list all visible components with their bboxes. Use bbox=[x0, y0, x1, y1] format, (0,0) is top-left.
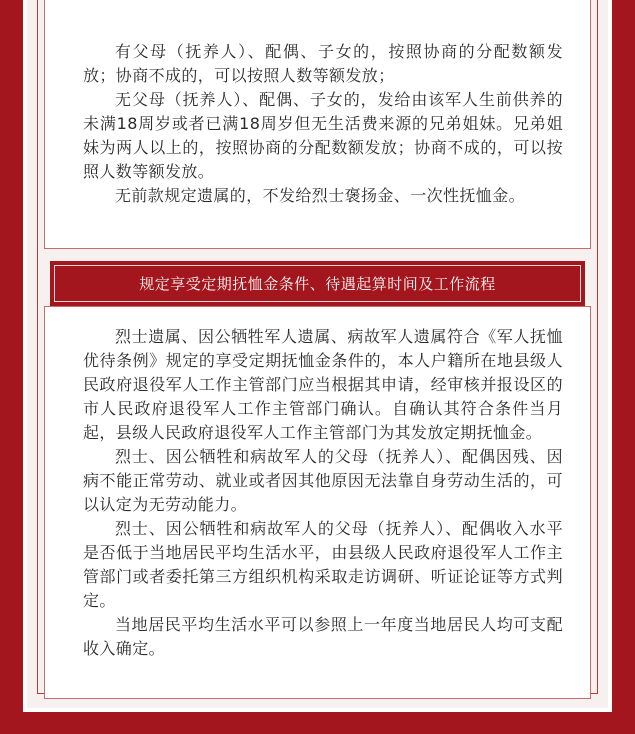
paragraph-incapacity-definition: 烈士、因公牺牲和病故军人的父母（抚养人）、配偶因残、因病不能正常劳动、就业或者因其他原因无法靠自身劳动生活的，可以认定为无劳动能力。 bbox=[83, 447, 563, 514]
paragraph-income-level-assessment: 烈士、因公牺牲和病故军人的父母（抚养人）、配偶收入水平是否低于当地居民平均生活水平，由县级人民政府退役军人工作主管部门或者委托第三方组织机构采取走访调研、听证论证等方式判定。 bbox=[83, 519, 563, 610]
section-heading: 规定享受定期抚恤金条件、待遇起算时间及工作流程 bbox=[139, 275, 496, 293]
section-heading-frame bbox=[54, 265, 581, 302]
paragraph-parents-spouse-children: 有父母（抚养人）、配偶、子女的，按照协商的分配数额发放；协商不成的，可以按照人数等额发放； bbox=[83, 42, 563, 85]
top-content-card bbox=[44, 0, 591, 249]
paragraph-regular-pension-eligibility: 烈士遗属、因公牺牲军人遗属、病故军人遗属符合《军人抚恤优待条例》规定的享受定期抚恤金条件的，本人户籍所在地县级人民政府退役军人工作主管部门应当根据其申请，经审核并报设区的市人民政府退役军人工作主管部门确认。自确认其符合条件当月起，县级人民政府退役军人工作主管部门为其发放定期抚恤金。 bbox=[83, 327, 563, 442]
paragraph-no-parents-siblings: 无父母（抚养人）、配偶、子女的，发给由该军人生前供养的未满18周岁或者已满18周岁但无生活费来源的兄弟姐妹。兄弟姐妹为两人以上的，按照协商的分配数额发放；协商不成的，可以按照人数等额发放。 bbox=[83, 90, 563, 181]
section-heading-banner bbox=[50, 261, 585, 306]
bottom-content-card bbox=[44, 306, 591, 699]
paragraph-average-living-standard: 当地居民平均生活水平可以参照上一年度当地居民人均可支配收入确定。 bbox=[83, 615, 563, 658]
paragraph-no-survivors: 无前款规定遗属的，不发给烈士褒扬金、一次性抚恤金。 bbox=[115, 186, 526, 205]
